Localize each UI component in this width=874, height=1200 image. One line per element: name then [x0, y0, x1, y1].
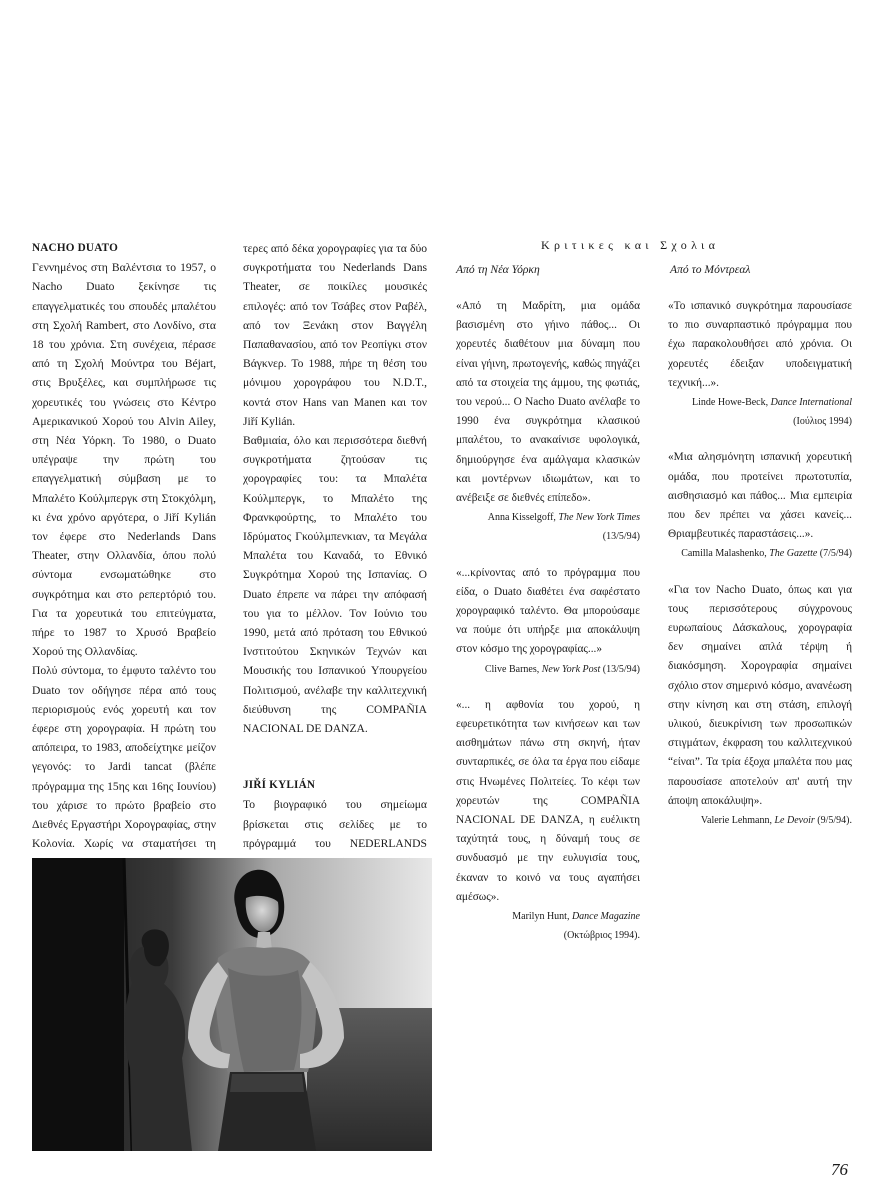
page-number: 76	[831, 1160, 848, 1179]
review-publication: Le Devoir	[774, 815, 815, 827]
review-publication: New York Post	[541, 663, 601, 675]
review-author: Clive Barnes,	[484, 663, 540, 675]
spacer	[243, 738, 427, 776]
review-attribution	[456, 907, 640, 926]
review-date: (Οκτώβριος 1994).	[563, 930, 640, 942]
review-author: Camilla Malashenko,	[681, 548, 767, 560]
review-attribution	[456, 508, 640, 527]
source-label-new-york: Από τη Νέα Υόρκη	[456, 263, 540, 276]
review-author: Valerie Lehmann,	[700, 815, 772, 827]
bio-paragraph: Βαθμιαία, όλο και περισσότερα διεθνή συγκροτήματα ζητούσαν τις χορογραφίες του: τα Μπαλέτα Κούλμπεργκ, το Μπαλέτο της Φρανκφούρτης, το Μπαλέτο του Ιδρύματος Γκούλμπενκιαν, τα Μεγάλα Μπαλέτα του Καναδά, το Εθνικό Συγκρότημα Χορού της Ισπανίας. Ο Duato έπρεπε να πάρει την απόφασή του για το μέλλον. Τον Ιούνιο του 1990, μετά από πρόταση του Εθνικού Ινστιτούτου Σκηνικών Τεχνών και Μουσικής του Ισπανικού Υπουργείου Πολιτισμού, ανέλαβε την καλλιτεχνική διεύθυνση της COMPAÑIA NACIONAL DE DANZA.	[243, 434, 427, 736]
biography-column-continued	[243, 239, 427, 872]
photo-illustration	[32, 858, 432, 1151]
kylian-note: Το βιογραφικό του σημείωμα βρίσκεται στις σελίδες με το πρόγραμμά του NEDERLANDS	[243, 798, 427, 850]
dancer-photograph	[32, 858, 432, 1151]
review-date: (9/5/94).	[817, 815, 852, 827]
review-quote: «Μια αλησμόνητη ισπανική χορευτική ομάδα, που προτείνει πρωτοτυπία, αισθησιασμό και πάθος... Μια εμπειρία που δεν πρέπει να χάσει κανείς... Θριαμβευτικές παραστάσεις...».	[668, 451, 852, 541]
biography-column-duato	[32, 239, 216, 892]
bio-paragraph: τερες από δέκα χορογραφίες για τα δύο συγκροτήματα του Nederlands Dans Theater, σε ποικίλες μουσικές επιλογές: από τον Τσάβες στον Ραβέλ, από τον Ξενάκη στον Βαγγέλη Παπαθανασίου, από τον Ρεοπίγκι στον Βάγκνερ. Το 1988, πήρε τη θέση του μόνιμου χορογράφου του N.D.T., κοντά στον Hans van Manen και τον Jiří Kylián.	[243, 242, 427, 428]
review-attribution	[668, 544, 852, 563]
heading-jiri-kylian: JIŘÍ KYLIÁN	[243, 779, 316, 792]
review-quote: «Από τη Μαδρίτη, μια ομάδα βασισμένη στο γήινο πάθος... Οι χορευτές διαθέτουν μια δύναμη που είναι γήινη, πρωτογενής, καθώς πηγάζει από τα στοιχεία της άμμου, της φωτιάς, του νερού... Ο Nacho Duato ανέλαβε το 1990 ένα συγκρότημα κλασικού μπαλέτου, το ανακαίνισε υφολογικά, δημιούργησε ένα αμάλγαμα κλασικών και μοντέρνων ιδιωμάτων, και το ανέβειξε σε διεθνές επίπεδο».	[456, 300, 640, 505]
spacer	[668, 564, 852, 581]
review-quote: «Το ισπανικό συγκρότημα παρουσίασε το πιο συναρπαστικό πρόγραμμα που έχω παρακολουθήσει από χρόνια. Οι χορευτές έδειξαν υποδειγματική τεχνική...».	[668, 300, 852, 389]
review-quote: «...κρίνοντας από το πρόγραμμα που είδα, ο Duato διαθέτει ένα σαφέστατο χορογραφικό ταλέντο. Θα μπορούσαμε να πούμε ότι υπήρξε μια αποκάλυψη στον κόσμο της χορογραφίας...»	[456, 566, 640, 656]
bio-paragraph: Πολύ σύντομα, το έμφυτο ταλέντο του Duato τον οδήγησε πέρα από τους περιορισμούς ενός χορευτή και τον έφερε στη χορογραφία. Η πρώτη του απόπειρα, το 1983, αποδείχτηκε μείζον γεγονός: το Jardi tancat (βλέπε πρόγραμμα της 15ης και 16ης Ιουνίου) του χάρισε το πρώτο βραβείο στο Διεθνές Εργαστήρι Χορογραφίας, στην Κολονία. Χωρίς να σταματήσει τη	[32, 664, 216, 851]
review-quote: «... η αφθονία του χορού, η εφευρετικότητα των κινήσεων και των αισθημάτων πάνω στη σκηνή, ήταν συνταρπικές, σε όλα τα έργα που είδαμε στις Ηνωμένες Πολιτείες. Το κέφι των χορευτών της COMPAÑIA NACIONAL DE DANZA, η ευέλικτη ταχύτητά τους, η δύναμή τους σε συνδυασμό με την ευλυγισία τους, έκαναν το κοινό να τους αγαπήσει αμέσως».	[456, 698, 640, 903]
review-publication: The New York Times	[558, 512, 640, 524]
review-date: (Ιούλιος 1994)	[793, 416, 852, 428]
review-publication: The Gazette	[769, 548, 818, 560]
bio-paragraph: Γεννημένος στη Βαλέντσια το 1957, ο Nacho Duato ξεκίνησε τις επαγγελματικές του σπουδές μπαλέτου στη Σχολή Rambert, στο Λονδίνο, στα 18 του χρόνια. Στη συνέχεια, πέρασε από τη Σχολή Μούντρα του Béjart, στις Βρυξέλες, και συμπλήρωσε τις χορευτικές του γνώσεις στο Κέντρο Αμερικανικού Χορού του Alvin Ailey, στη Νέα Υόρκη. Το 1980, ο Duato υπέγραψε την πρώτη του επαγγελματική σύμβαση με το Μπαλέτο Κούλμπεργκ στη Στοκχόλμη, κι ένα χρόνο αργότερα, ο Jiří Kylián τον έφερε στο Nederlands Dans Theater, στην Ολλανδία, όπου πολύ σύντομα ενσωματώθηκε στο συγκρότημα και στο ρεπερτόριό του. Για τα χορευτικά του επιτεύγματα, πήρε το 1987 το Χρυσό Βραβείο Χορού της Ολλανδίας.	[32, 261, 216, 659]
review-author: Anna Kisselgoff,	[487, 512, 556, 524]
section-title-reviews: Κριτικες και Σχολια	[541, 238, 720, 252]
spacer	[668, 431, 852, 448]
review-author: Marilyn Hunt,	[512, 911, 570, 923]
heading-nacho-duato: NACHO DUATO	[32, 242, 119, 254]
review-publication: Dance Magazine	[571, 911, 640, 923]
review-date: (7/5/94)	[819, 548, 852, 560]
reviews-new-york	[456, 297, 640, 946]
review-date: (13/5/94)	[602, 531, 640, 543]
review-attribution	[456, 660, 640, 679]
spacer	[456, 547, 640, 564]
review-attribution	[668, 393, 852, 412]
source-label-montreal: Από το Μόντρεαλ	[670, 263, 751, 276]
spacer	[456, 679, 640, 696]
review-attribution	[668, 811, 852, 830]
review-quote: «Για τον Nacho Duato, όπως και για τους περισσότερους σύγχρονους ευρωπαίους Δάσκαλους, χορογραφία δεν σημαίνει απλά τέρψη ή διακόσμηση. Χορογραφία σημαίνει σχόλιο στον σημερινό κόσμο, ανανέωση στην κίνηση και στη στάση, επιλογή υλικού, διευκρίνιση των προσωπικών στιγμάτων, έκφραση του καλλιτεχνικού “είναι”. Τα τρία έξοχα μπαλέτα που μας παρουσίασε αποτελούν απ' αυτή την άποψη αποκάλυψη».	[668, 583, 852, 807]
review-publication: Dance International	[770, 397, 852, 409]
reviews-montreal	[668, 297, 852, 830]
review-author: Linde Howe-Beck,	[692, 397, 769, 409]
review-date: (13/5/94)	[602, 663, 640, 675]
